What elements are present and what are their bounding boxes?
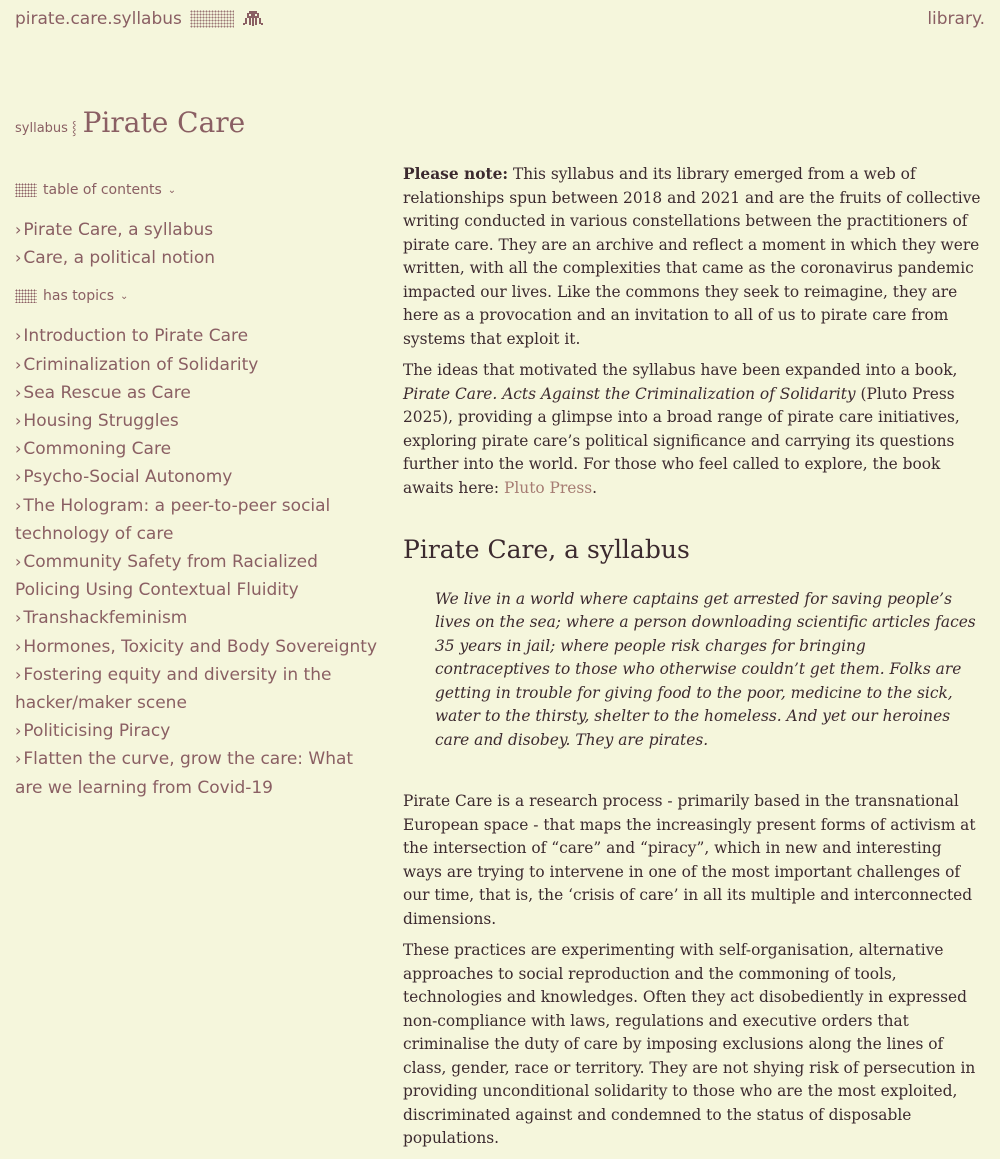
dot-grid-icon xyxy=(15,289,37,303)
chevron-right-icon: › xyxy=(15,248,22,268)
chevron-right-icon: › xyxy=(15,439,22,459)
toc-item-label: Care, a political notion xyxy=(23,248,216,269)
library-link[interactable]: library. xyxy=(927,9,985,29)
toc-label: table of contents xyxy=(43,182,162,198)
chevron-right-icon: › xyxy=(15,636,22,656)
page-title: Pirate Care xyxy=(82,106,246,139)
site-title-text: pirate.care.syllabus xyxy=(15,9,182,29)
heading-kind: syllabus xyxy=(15,121,68,136)
topic-item[interactable] xyxy=(15,435,380,463)
chevron-right-icon: › xyxy=(15,354,22,374)
topic-item-label: Flatten the curve, grow the care: What are we learning from Covid-19 xyxy=(15,749,354,798)
octopus-icon xyxy=(242,10,264,28)
body-paragraph: Pirate Care is a research process - primarily based in the transnational European space - that maps the increasingly present forms of activism at the intersection of “care” and “piracy”, which in new and interesting ways are trying to intervene in one of the most important challenges of our time, that is, the ‘crisis of care’ in all its multiple and interconnected dimensions. xyxy=(403,792,976,928)
topic-item-label: Fostering equity and diversity in the hacker/maker scene xyxy=(15,664,332,714)
chevron-right-icon: › xyxy=(15,382,22,402)
topic-item[interactable] xyxy=(15,463,380,491)
chevron-right-icon: › xyxy=(15,749,22,769)
topic-item-label: Politicising Piracy xyxy=(23,721,171,742)
topics-toggle[interactable] xyxy=(15,288,380,304)
note-label: Please note: xyxy=(403,165,509,183)
topic-item-label: Transhackfeminism xyxy=(23,608,188,629)
topics-label: has topics xyxy=(43,288,115,305)
dot-grid-icon xyxy=(15,183,37,197)
chevron-right-icon: › xyxy=(15,721,22,741)
topic-item[interactable] xyxy=(15,548,380,604)
note-text: This syllabus and its library emerged from a web of relationships spun between 2018 and 2021 and are the fruits of collective writing conducted in various constellations between the practitioners of pirate care. They are an archive and reflect a moment in which they were written, with all the complexities that came as the coronavirus pandemic impacted our lives. Like the commons they seek to reimagine, they are here as a provocation and an invitation to all of us to pirate care from systems that exploit it. xyxy=(403,165,981,348)
chevron-right-icon: › xyxy=(15,552,22,572)
chevron-right-icon: › xyxy=(15,467,22,487)
topic-item[interactable] xyxy=(15,661,380,717)
chevron-right-icon: › xyxy=(15,220,22,239)
topic-item[interactable] xyxy=(15,745,380,801)
page-heading xyxy=(15,106,245,139)
toc-list xyxy=(15,216,380,272)
pluto-press-link[interactable]: Pluto Press xyxy=(504,478,593,497)
chevron-right-icon: › xyxy=(15,326,22,346)
topic-item[interactable] xyxy=(15,322,380,350)
chevron-right-icon: › xyxy=(15,608,22,628)
section-title: Pirate Care, a syllabus xyxy=(403,535,690,564)
topic-item-label: Hormones, Toxicity and Body Sovereignty xyxy=(23,636,378,657)
toc-item[interactable] xyxy=(15,216,380,244)
toc-item-label: Pirate Care, a syllabus xyxy=(23,220,214,240)
topic-item-label: Community Safety from Racialized Policing Using Contextual Fluidity xyxy=(15,552,318,601)
book-paragraph xyxy=(403,359,983,500)
note-paragraph xyxy=(403,163,983,351)
topic-item-label: Psycho-Social Autonomy xyxy=(23,467,233,488)
book-title: Pirate Care. Acts Against the Criminalization of Solidarity xyxy=(403,384,856,403)
topic-item[interactable] xyxy=(15,379,380,407)
topic-item-label: Criminalization of Solidarity xyxy=(23,354,259,375)
topic-item-label: Housing Struggles xyxy=(23,411,179,432)
toc-item[interactable] xyxy=(15,244,380,272)
topics-list xyxy=(15,322,380,801)
sidebar xyxy=(15,182,380,818)
topic-item[interactable] xyxy=(15,492,380,548)
book-text: . xyxy=(592,478,598,497)
body-paragraph: These practices are experimenting with self-organisation, alternative approaches to social reproduction and the commoning of tools, technologies and knowledges. Often they act disobediently in expressed non-compliance with laws, regulations and executive orders that criminalise the duty of care by imposing exclusions along the lines of class, gender, race or territory. They are not shying risk of persecution in providing unconditional solidarity to those who are the most exploited, discriminated against and condemned to the status of disposable populations. xyxy=(403,941,976,1147)
main-content xyxy=(403,163,983,1159)
topic-item[interactable] xyxy=(15,717,380,745)
topic-item[interactable] xyxy=(15,407,380,435)
topic-item-label: Sea Rescue as Care xyxy=(23,382,191,403)
topic-item-label: Introduction to Pirate Care xyxy=(23,326,249,347)
topic-item-label: The Hologram: a peer-to-peer social technology of care xyxy=(15,495,331,544)
topic-item[interactable] xyxy=(15,604,380,632)
chevron-down-icon: ⌄ xyxy=(167,184,177,196)
chevron-right-icon: › xyxy=(15,495,22,515)
topic-item-label: Commoning Care xyxy=(23,439,172,460)
toc-toggle[interactable] xyxy=(15,182,380,198)
squiggle-icon: ⸾ xyxy=(71,121,77,136)
topic-item[interactable] xyxy=(15,633,380,661)
chevron-right-icon: › xyxy=(15,664,22,684)
topic-item[interactable] xyxy=(15,351,380,379)
site-title-link[interactable] xyxy=(15,9,264,29)
chevron-right-icon: › xyxy=(15,411,22,431)
chevron-down-icon: ⌄ xyxy=(120,290,129,302)
dot-grid-icon xyxy=(190,10,234,28)
book-text: The ideas that motivated the syllabus have been expanded into a book, xyxy=(403,361,958,379)
intro-quote: We live in a world where captains get arrested for saving people’s lives on the sea; where a person downloading scientific articles faces 35 years in jail; where people risk charges for bringing contraceptives to those who otherwise couldn’t get them. Folks are getting in trouble for giving food to the poor, medicine to the sick, water to the thirsty, shelter to the homeless. And yet our heroines care and disobey. They are pirates. xyxy=(435,589,976,749)
book-text: (Pluto Press 2025), providing a glimpse into a broad range of pirate care initiatives, exploring pirate care’s political significance and carrying its questions further into the world. For those who feel called to explore, the book awaits here: xyxy=(403,384,960,497)
